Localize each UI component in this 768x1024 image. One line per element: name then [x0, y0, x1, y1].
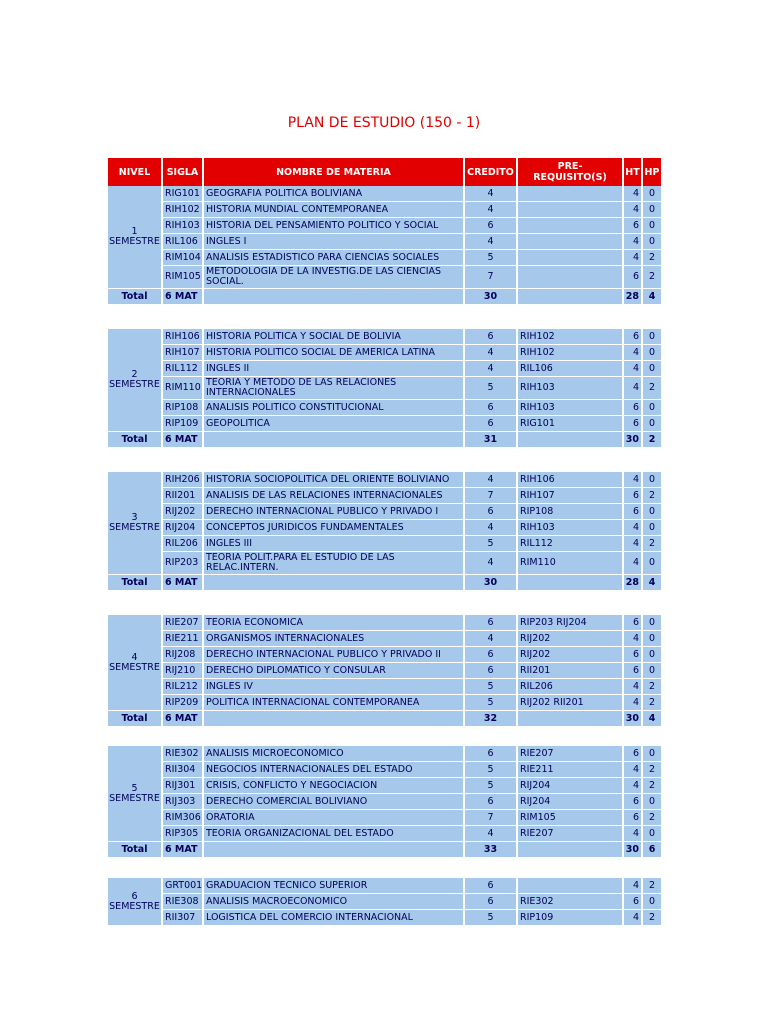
cell-hp: 0	[643, 472, 661, 487]
total-label: Total	[108, 711, 161, 726]
cell-credito: 5	[465, 762, 516, 777]
total-label: Total	[108, 289, 161, 304]
total-ht: 28	[624, 289, 641, 304]
cell-nombre: INGLES IV	[204, 679, 463, 694]
total-credito: 33	[465, 842, 516, 857]
total-hp: 4	[643, 575, 661, 590]
cell-credito: 6	[465, 400, 516, 415]
cell-sigla: RIJ210	[163, 663, 202, 678]
cell-credito: 6	[465, 504, 516, 519]
cell-nombre: DERECHO COMERCIAL BOLIVIANO	[204, 794, 463, 809]
cell-sigla: RIH106	[163, 329, 202, 344]
cell-prereq	[518, 234, 622, 249]
cell-credito: 5	[465, 536, 516, 551]
total-nombre-empty	[204, 432, 463, 447]
cell-hp: 2	[643, 810, 661, 825]
header-nombre: NOMBRE DE MATERIA	[204, 158, 463, 186]
cell-hp: 2	[643, 250, 661, 265]
cell-nombre: POLITICA INTERNACIONAL CONTEMPORANEA	[204, 695, 463, 710]
cell-prereq: RIJ204	[518, 794, 622, 809]
cell-prereq: RIL206	[518, 679, 622, 694]
cell-ht: 6	[624, 746, 641, 761]
cell-credito: 4	[465, 202, 516, 217]
cell-hp: 0	[643, 631, 661, 646]
total-mat: 6 MAT	[163, 432, 202, 447]
total-hp: 6	[643, 842, 661, 857]
cell-credito: 5	[465, 695, 516, 710]
cell-sigla: RII307	[163, 910, 202, 925]
cell-hp: 2	[643, 878, 661, 893]
cell-prereq: RIL112	[518, 536, 622, 551]
cell-ht: 6	[624, 663, 641, 678]
cell-hp: 0	[643, 186, 661, 201]
cell-prereq: RIE211	[518, 762, 622, 777]
cell-credito: 6	[465, 746, 516, 761]
total-mat: 6 MAT	[163, 842, 202, 857]
total-label: Total	[108, 842, 161, 857]
table-header	[108, 158, 661, 186]
cell-ht: 6	[624, 488, 641, 503]
cell-nivel: 6 SEMESTRE	[108, 878, 161, 925]
cell-prereq: RII201	[518, 663, 622, 678]
cell-sigla: RIH206	[163, 472, 202, 487]
total-hp: 4	[643, 711, 661, 726]
cell-sigla: RIL212	[163, 679, 202, 694]
cell-prereq: RIP203 RIJ204	[518, 615, 622, 630]
cell-credito: 5	[465, 377, 516, 399]
cell-sigla: RIP209	[163, 695, 202, 710]
cell-hp: 2	[643, 778, 661, 793]
cell-hp: 0	[643, 345, 661, 360]
header-credito: CREDITO	[465, 158, 516, 186]
cell-sigla: RIM306	[163, 810, 202, 825]
cell-credito: 7	[465, 488, 516, 503]
cell-nivel: 1 SEMESTRE	[108, 186, 161, 288]
cell-nombre: NEGOCIOS INTERNACIONALES DEL ESTADO	[204, 762, 463, 777]
cell-ht: 4	[624, 186, 641, 201]
cell-prereq: RIE207	[518, 826, 622, 841]
cell-nivel: 5 SEMESTRE	[108, 746, 161, 841]
cell-ht: 4	[624, 631, 641, 646]
total-ht: 30	[624, 432, 641, 447]
cell-credito: 4	[465, 520, 516, 535]
cell-sigla: RIM105	[163, 266, 202, 288]
page-title: PLAN DE ESTUDIO (150 - 1)	[287, 115, 481, 131]
cell-hp: 0	[643, 329, 661, 344]
cell-prereq: RIE302	[518, 894, 622, 909]
cell-ht: 6	[624, 400, 641, 415]
cell-credito: 4	[465, 631, 516, 646]
cell-prereq: RIM110	[518, 552, 622, 574]
cell-credito: 6	[465, 647, 516, 662]
cell-ht: 4	[624, 536, 641, 551]
cell-hp: 0	[643, 234, 661, 249]
cell-ht: 4	[624, 234, 641, 249]
cell-credito: 4	[465, 361, 516, 376]
total-prereq-empty	[518, 575, 622, 590]
cell-credito: 6	[465, 329, 516, 344]
cell-sigla: RIP203	[163, 552, 202, 574]
cell-sigla: RII201	[163, 488, 202, 503]
total-nombre-empty	[204, 575, 463, 590]
cell-sigla: RIJ208	[163, 647, 202, 662]
cell-nivel: 4 SEMESTRE	[108, 615, 161, 710]
cell-sigla: RIL112	[163, 361, 202, 376]
cell-prereq: RIH106	[518, 472, 622, 487]
header-sigla: SIGLA	[163, 158, 202, 186]
cell-prereq: RIG101	[518, 416, 622, 431]
cell-sigla: GRT001	[163, 878, 202, 893]
cell-credito: 4	[465, 472, 516, 487]
cell-credito: 6	[465, 416, 516, 431]
cell-ht: 6	[624, 416, 641, 431]
header-prereq: PRE- REQUISITO(S)	[518, 158, 622, 186]
cell-prereq	[518, 266, 622, 288]
cell-prereq	[518, 202, 622, 217]
cell-nombre: HISTORIA DEL PENSAMIENTO POLITICO Y SOCIAL	[204, 218, 463, 233]
cell-ht: 6	[624, 894, 641, 909]
total-credito: 31	[465, 432, 516, 447]
cell-hp: 0	[643, 794, 661, 809]
cell-nombre: INGLES I	[204, 234, 463, 249]
cell-sigla: RIL206	[163, 536, 202, 551]
cell-hp: 2	[643, 679, 661, 694]
cell-ht: 6	[624, 615, 641, 630]
cell-ht: 4	[624, 910, 641, 925]
cell-hp: 0	[643, 400, 661, 415]
cell-nombre: GRADUACION TECNICO SUPERIOR	[204, 878, 463, 893]
cell-credito: 6	[465, 878, 516, 893]
cell-sigla: RIE207	[163, 615, 202, 630]
total-nombre-empty	[204, 711, 463, 726]
cell-nombre: ORGANISMOS INTERNACIONALES	[204, 631, 463, 646]
cell-hp: 0	[643, 416, 661, 431]
cell-prereq: RIH102	[518, 345, 622, 360]
cell-credito: 5	[465, 250, 516, 265]
cell-hp: 0	[643, 894, 661, 909]
cell-prereq: RIE207	[518, 746, 622, 761]
cell-prereq: RIP108	[518, 504, 622, 519]
cell-nombre: GEOGRAFIA POLITICA BOLIVIANA	[204, 186, 463, 201]
total-credito: 30	[465, 289, 516, 304]
cell-nombre: INGLES II	[204, 361, 463, 376]
cell-prereq	[518, 250, 622, 265]
cell-credito: 4	[465, 234, 516, 249]
cell-nombre: ANALISIS ESTADISTICO PARA CIENCIAS SOCIALES	[204, 250, 463, 265]
cell-hp: 2	[643, 488, 661, 503]
cell-prereq: RIH103	[518, 377, 622, 399]
cell-hp: 2	[643, 266, 661, 288]
cell-sigla: RIJ204	[163, 520, 202, 535]
cell-credito: 4	[465, 552, 516, 574]
total-mat: 6 MAT	[163, 711, 202, 726]
total-prereq-empty	[518, 289, 622, 304]
cell-sigla: RIP305	[163, 826, 202, 841]
cell-credito: 6	[465, 663, 516, 678]
cell-nombre: TEORIA Y METODO DE LAS RELACIONES INTERNACIONALES	[204, 377, 463, 399]
cell-hp: 0	[643, 202, 661, 217]
total-ht: 30	[624, 711, 641, 726]
cell-prereq: RIM105	[518, 810, 622, 825]
cell-sigla: RIJ202	[163, 504, 202, 519]
cell-ht: 4	[624, 202, 641, 217]
cell-nombre: DERECHO INTERNACIONAL PUBLICO Y PRIVADO I	[204, 504, 463, 519]
cell-credito: 4	[465, 345, 516, 360]
cell-hp: 2	[643, 762, 661, 777]
cell-hp: 2	[643, 695, 661, 710]
cell-ht: 6	[624, 504, 641, 519]
total-nombre-empty	[204, 842, 463, 857]
cell-sigla: RIL106	[163, 234, 202, 249]
cell-sigla: RIG101	[163, 186, 202, 201]
cell-sigla: RII304	[163, 762, 202, 777]
total-label: Total	[108, 575, 161, 590]
cell-sigla: RIH103	[163, 218, 202, 233]
cell-nombre: GEOPOLITICA	[204, 416, 463, 431]
cell-sigla: RIH107	[163, 345, 202, 360]
cell-prereq: RIJ202 RII201	[518, 695, 622, 710]
cell-nombre: DERECHO INTERNACIONAL PUBLICO Y PRIVADO II	[204, 647, 463, 662]
cell-nombre: CRISIS, CONFLICTO Y NEGOCIACION	[204, 778, 463, 793]
cell-prereq: RIL106	[518, 361, 622, 376]
total-credito: 32	[465, 711, 516, 726]
cell-nombre: INGLES III	[204, 536, 463, 551]
cell-sigla: RIE308	[163, 894, 202, 909]
cell-prereq: RIH102	[518, 329, 622, 344]
cell-ht: 4	[624, 826, 641, 841]
cell-prereq: RIJ202	[518, 647, 622, 662]
cell-hp: 0	[643, 826, 661, 841]
cell-nombre: HISTORIA POLITICA Y SOCIAL DE BOLIVIA	[204, 329, 463, 344]
total-credito: 30	[465, 575, 516, 590]
cell-credito: 7	[465, 266, 516, 288]
cell-nombre: ANALISIS POLITICO CONSTITUCIONAL	[204, 400, 463, 415]
cell-hp: 0	[643, 218, 661, 233]
cell-ht: 6	[624, 218, 641, 233]
cell-sigla: RIJ301	[163, 778, 202, 793]
cell-ht: 4	[624, 679, 641, 694]
cell-hp: 2	[643, 910, 661, 925]
header-nivel: NIVEL	[108, 158, 161, 186]
total-hp: 4	[643, 289, 661, 304]
cell-hp: 0	[643, 520, 661, 535]
cell-prereq	[518, 218, 622, 233]
cell-prereq: RIJ204	[518, 778, 622, 793]
cell-hp: 2	[643, 377, 661, 399]
cell-nombre: ANALISIS MICROECONOMICO	[204, 746, 463, 761]
cell-credito: 5	[465, 778, 516, 793]
cell-credito: 6	[465, 615, 516, 630]
cell-hp: 0	[643, 615, 661, 630]
total-ht: 28	[624, 575, 641, 590]
cell-ht: 6	[624, 329, 641, 344]
cell-sigla: RIP108	[163, 400, 202, 415]
cell-nombre: HISTORIA POLITICO SOCIAL DE AMERICA LATINA	[204, 345, 463, 360]
cell-nombre: TEORIA POLIT.PARA EL ESTUDIO DE LAS RELAC.INTERN.	[204, 552, 463, 574]
cell-credito: 5	[465, 910, 516, 925]
cell-ht: 4	[624, 345, 641, 360]
total-ht: 30	[624, 842, 641, 857]
cell-credito: 5	[465, 679, 516, 694]
total-nombre-empty	[204, 289, 463, 304]
cell-nombre: ANALISIS DE LAS RELACIONES INTERNACIONALES	[204, 488, 463, 503]
cell-ht: 4	[624, 695, 641, 710]
cell-nivel: 2 SEMESTRE	[108, 329, 161, 431]
cell-nombre: HISTORIA MUNDIAL CONTEMPORANEA	[204, 202, 463, 217]
cell-nombre: TEORIA ORGANIZACIONAL DEL ESTADO	[204, 826, 463, 841]
cell-prereq	[518, 878, 622, 893]
cell-nombre: ORATORIA	[204, 810, 463, 825]
cell-credito: 6	[465, 794, 516, 809]
cell-ht: 4	[624, 250, 641, 265]
total-prereq-empty	[518, 432, 622, 447]
cell-nombre: TEORIA ECONOMICA	[204, 615, 463, 630]
cell-ht: 6	[624, 647, 641, 662]
cell-hp: 0	[643, 552, 661, 574]
total-hp: 2	[643, 432, 661, 447]
cell-ht: 4	[624, 361, 641, 376]
cell-credito: 4	[465, 186, 516, 201]
cell-ht: 6	[624, 794, 641, 809]
cell-hp: 0	[643, 361, 661, 376]
cell-sigla: RIP109	[163, 416, 202, 431]
header-hp: HP	[643, 158, 661, 186]
cell-credito: 4	[465, 826, 516, 841]
cell-sigla: RIE211	[163, 631, 202, 646]
cell-prereq: RIH103	[518, 400, 622, 415]
cell-ht: 4	[624, 778, 641, 793]
cell-ht: 4	[624, 377, 641, 399]
total-mat: 6 MAT	[163, 575, 202, 590]
cell-ht: 4	[624, 762, 641, 777]
cell-hp: 0	[643, 746, 661, 761]
cell-hp: 0	[643, 647, 661, 662]
cell-sigla: RIE302	[163, 746, 202, 761]
cell-sigla: RIM110	[163, 377, 202, 399]
cell-hp: 0	[643, 663, 661, 678]
cell-nombre: HISTORIA SOCIOPOLITICA DEL ORIENTE BOLIVIANO	[204, 472, 463, 487]
cell-ht: 4	[624, 878, 641, 893]
header-ht: HT	[624, 158, 641, 186]
cell-hp: 2	[643, 536, 661, 551]
cell-credito: 7	[465, 810, 516, 825]
total-label: Total	[108, 432, 161, 447]
cell-nombre: DERECHO DIPLOMATICO Y CONSULAR	[204, 663, 463, 678]
cell-sigla: RIM104	[163, 250, 202, 265]
total-prereq-empty	[518, 842, 622, 857]
cell-ht: 6	[624, 810, 641, 825]
cell-prereq: RIJ202	[518, 631, 622, 646]
cell-credito: 6	[465, 218, 516, 233]
cell-nivel: 3 SEMESTRE	[108, 472, 161, 574]
cell-prereq	[518, 186, 622, 201]
cell-sigla: RIH102	[163, 202, 202, 217]
cell-nombre: ANALISIS MACROECONOMICO	[204, 894, 463, 909]
cell-hp: 0	[643, 504, 661, 519]
cell-sigla: RIJ303	[163, 794, 202, 809]
cell-prereq: RIH103	[518, 520, 622, 535]
cell-credito: 6	[465, 894, 516, 909]
cell-nombre: METODOLOGIA DE LA INVESTIG.DE LAS CIENCIAS SOCIAL.	[204, 266, 463, 288]
cell-prereq: RIH107	[518, 488, 622, 503]
cell-ht: 6	[624, 266, 641, 288]
cell-nombre: CONCEPTOS JURIDICOS FUNDAMENTALES	[204, 520, 463, 535]
total-mat: 6 MAT	[163, 289, 202, 304]
cell-ht: 4	[624, 472, 641, 487]
cell-prereq: RIP109	[518, 910, 622, 925]
total-prereq-empty	[518, 711, 622, 726]
cell-nombre: LOGISTICA DEL COMERCIO INTERNACIONAL	[204, 910, 463, 925]
cell-ht: 4	[624, 552, 641, 574]
cell-ht: 4	[624, 520, 641, 535]
